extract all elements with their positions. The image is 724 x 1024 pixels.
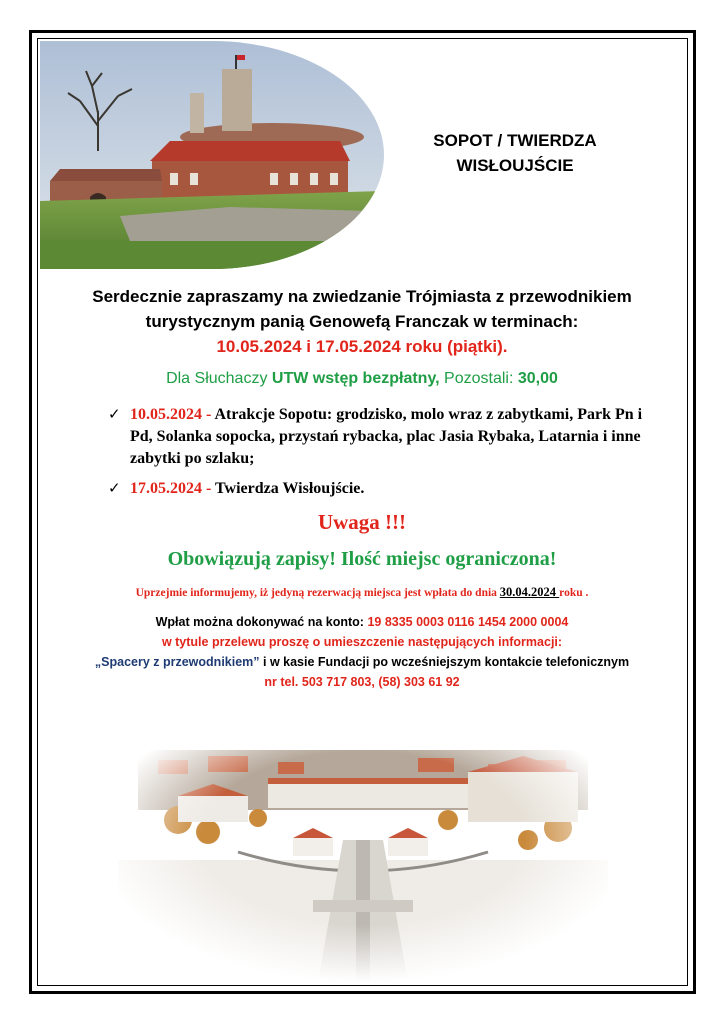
- reservation-deadline: 30.04.2024: [499, 585, 560, 599]
- page-title: [400, 128, 630, 178]
- payment-title-suffix: i w kasie Fundacji po wcześniejszym kontakcie telefonicznym: [259, 655, 630, 669]
- warning-heading: Uwaga !!!: [317, 510, 407, 534]
- price-free-note: UTW wstęp bezpłatny,: [271, 370, 440, 387]
- price-prefix: Dla Słuchaczy: [166, 370, 272, 387]
- price-line: [60, 370, 664, 388]
- payment-info: [50, 612, 674, 692]
- schedule-date: 17.05.2024 -: [130, 480, 212, 497]
- payment-title-line: [50, 652, 674, 672]
- payment-account-line: [50, 612, 674, 632]
- price-suffix: Pozostali:: [439, 370, 518, 387]
- title-line-1: SOPOT / TWIERDZA: [433, 131, 597, 150]
- payment-title-quote: „Spacery z przewodnikiem”: [94, 655, 260, 669]
- schedule-item: [108, 404, 648, 470]
- registration-notice: Obowiązują zapisy! Ilość miejsc ograniczona!: [167, 548, 557, 570]
- payment-instruction: w tytule przelewu proszę o umieszczenie następujących informacji:: [161, 635, 563, 649]
- intro-text: [60, 284, 664, 359]
- sopot-pier-photo: [118, 720, 608, 982]
- reservation-info: [60, 585, 664, 600]
- reservation-suffix: roku .: [559, 587, 589, 599]
- reservation-text: Uprzejmie informujemy, iż jedyną rezerwacją miejsca jest wpłata do dnia: [135, 587, 500, 599]
- schedule-list: [108, 404, 648, 500]
- schedule-description: Atrakcje Sopotu: grodzisko, molo wraz z zabytkami, Park Pn i Pd, Solanka sopocka, przystań rybacka, plac Jasia Rybaka, Latarnia i inne zabytki po szlaku;: [130, 406, 643, 467]
- account-number: 19 8335 0003 0116 1454 2000 0004: [367, 615, 569, 629]
- intro-line-1: Serdecznie zapraszamy na zwiedzanie Trójmiasta z przewodnikiem: [92, 287, 632, 306]
- intro-dates: 10.05.2024 i 17.05.2024 roku (piątki).: [216, 337, 508, 356]
- schedule-date: 10.05.2024 -: [130, 406, 212, 423]
- schedule-description: Twierdza Wisłoujście.: [211, 480, 365, 497]
- phone-numbers: nr tel. 503 717 803, (58) 303 61 92: [264, 675, 460, 689]
- account-label: Wpłat można dokonywać na konto:: [155, 615, 368, 629]
- price-amount: 30,00: [517, 370, 558, 387]
- fortress-photo: [40, 41, 384, 269]
- title-line-2: WISŁOUJŚCIE: [456, 156, 574, 175]
- checkmark-icon: ✓: [108, 407, 121, 423]
- checkmark-icon: ✓: [108, 481, 121, 497]
- intro-line-2: turystycznym panią Genowefą Franczak w terminach:: [145, 312, 579, 331]
- schedule-item: [108, 478, 648, 500]
